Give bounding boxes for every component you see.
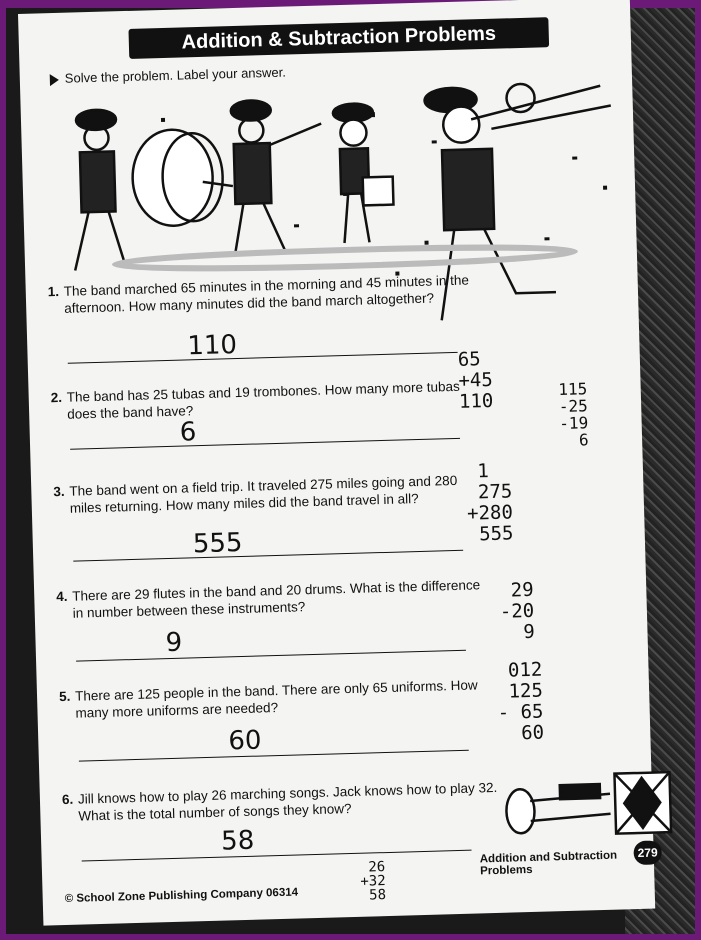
question-4 (56, 576, 493, 622)
question-text: The band went on a field trip. It traveled 275 miles going and 280 miles returning. How many miles did the band travel in all? (69, 472, 458, 516)
question-number: 6. (61, 791, 74, 808)
answer-line-4 (76, 650, 466, 662)
instruction (50, 65, 286, 87)
answer-line-5 (79, 750, 469, 762)
work-5: 012 125 - 65 60 (496, 658, 545, 745)
answer-5: 60 (227, 725, 262, 757)
question-text: The band has 25 tubas and 19 trombones. How many more tubas does the band have? (66, 378, 461, 422)
publisher-credit: © School Zone Publishing Company 06314 (64, 886, 299, 906)
arrow-icon (50, 73, 59, 85)
worksheet-page (18, 0, 658, 926)
question-text: There are 125 people in the band. There are only 65 uniforms. How many more uniforms are needed? (74, 677, 478, 721)
work-4: 29 -20 9 (498, 578, 536, 644)
question-text: The band marched 65 minutes in the morning and 45 minutes in the afternoon. How many minutes did the band march altogether? (63, 272, 470, 316)
question-number: 4. (56, 588, 68, 605)
answer-4: 9 (165, 627, 183, 659)
question-3 (53, 471, 490, 517)
page-title: Addition & Subtraction Problems (128, 17, 549, 59)
question-2 (50, 377, 487, 423)
answer-line-3 (73, 550, 463, 562)
instruction-text: Solve the problem. Label your answer. (64, 64, 287, 86)
answer-line-2 (70, 438, 460, 450)
question-number: 2. (50, 389, 63, 406)
question-5 (58, 676, 496, 722)
work-6: 26 +32 58 (359, 859, 387, 904)
question-number: 1. (47, 283, 60, 300)
trumpet-drum-illustration (499, 752, 681, 847)
work-1: 65 +45 110 (457, 348, 494, 413)
answer-1: 110 (186, 330, 238, 362)
answer-line-1 (68, 352, 458, 364)
answer-line-6 (82, 850, 472, 862)
question-6 (61, 779, 499, 825)
question-number: 5. (58, 688, 71, 705)
answer-6: 58 (220, 825, 255, 857)
footer-topic: Addition and Subtraction Problems (479, 849, 618, 878)
question-number: 3. (53, 483, 65, 500)
question-text: Jill knows how to play 26 marching songs. Jack knows how to play 32. What is the total number of songs they know? (77, 779, 498, 824)
work-3: 1 275 +280 555 (465, 460, 514, 546)
answer-3: 555 (192, 527, 243, 560)
page-number: 279 (633, 840, 662, 865)
answer-2: 6 (179, 417, 197, 448)
work-2: 115 -25 -19 6 (548, 379, 589, 451)
question-text: There are 29 flutes in the band and 20 drums. What is the difference in number between these instruments? (72, 577, 481, 621)
